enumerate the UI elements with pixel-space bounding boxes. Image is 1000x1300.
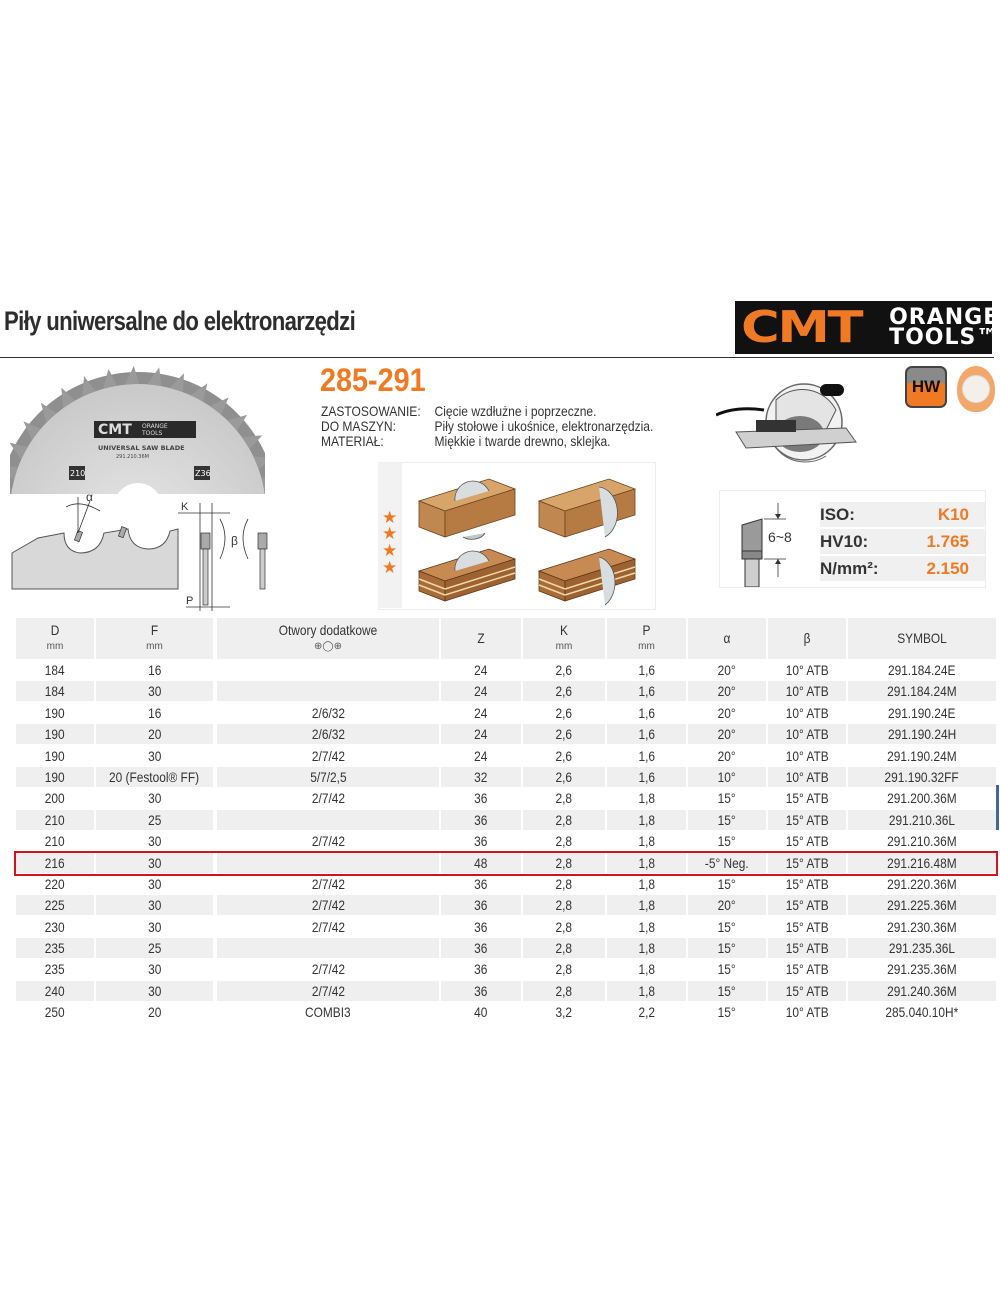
table-cell: 2/6/32	[311, 704, 345, 721]
column-header-5: P mm	[607, 618, 686, 659]
table-cell: 291.225.36M	[848, 895, 996, 915]
table-cell: 1,8	[638, 875, 655, 892]
table-cell: 30	[147, 790, 162, 807]
table-cell	[217, 810, 439, 830]
table-cell: 235	[16, 938, 94, 958]
table-cell: 30	[147, 875, 162, 892]
table-cell: 36	[441, 938, 521, 958]
table-cell: 1,8	[607, 810, 686, 830]
column-header-3: Z	[441, 618, 521, 659]
table-cell: 10° ATB	[768, 767, 846, 787]
table-header	[16, 618, 996, 660]
spec-row-iso: ISO: K10	[820, 502, 985, 527]
column-header-4: K mm	[523, 618, 605, 659]
table-cell: 291.200.36M	[887, 790, 957, 807]
table-cell: 2/7/42	[217, 895, 439, 915]
table-cell: 2,8	[523, 981, 605, 1001]
table-cell: 20	[96, 724, 213, 744]
table-cell: 15° ATB	[785, 875, 829, 892]
table-cell: 15°	[717, 833, 736, 850]
table-cell: 1,8	[607, 853, 686, 873]
table-cell: 2,6	[555, 704, 573, 721]
table-cell: 2,8	[555, 790, 573, 807]
table-row	[16, 724, 996, 745]
table-cell: 220	[45, 875, 65, 892]
table-cell: 10° ATB	[785, 704, 829, 721]
table-row	[16, 938, 996, 959]
table-row	[16, 681, 996, 702]
table-cell: 2/7/42	[311, 790, 345, 807]
table-cell: 15°	[717, 790, 736, 807]
table-cell: 1,8	[607, 981, 686, 1001]
table-row	[16, 895, 996, 916]
table-cell: 1,8	[607, 938, 686, 958]
alpha-label: α	[86, 493, 93, 504]
table-cell: 15° ATB	[768, 981, 846, 1001]
table-cell: 240	[16, 981, 94, 1001]
table-cell: 2/7/42	[311, 875, 345, 892]
column-header-0: D mm	[16, 618, 94, 659]
table-cell: 210	[16, 810, 94, 830]
table-cell: 1,8	[607, 895, 686, 915]
table-cell: 15°	[688, 938, 766, 958]
table-cell: 30	[147, 918, 162, 935]
table-cell: 2/7/42	[311, 833, 345, 850]
table-cell: 24	[474, 747, 488, 764]
table-row	[16, 831, 996, 852]
table-cell: 30	[96, 981, 213, 1001]
product-table	[16, 618, 996, 1024]
table-cell: 36	[441, 895, 521, 915]
table-cell: 32	[441, 767, 521, 787]
table-cell: 24	[474, 704, 488, 721]
table-cell: 291.184.24E	[888, 662, 956, 678]
k-label: K	[181, 501, 189, 513]
table-cell: 2,6	[555, 747, 573, 764]
description-row-material: MATERIAŁ: Miękkie i twarde drewno, sklejka.	[321, 433, 611, 449]
table-row	[16, 703, 996, 724]
table-cell: 20	[147, 1004, 162, 1021]
table-cell: 36	[441, 981, 521, 1001]
table-cell: 2,8	[555, 918, 573, 935]
table-body	[16, 660, 996, 1024]
table-cell: 30	[147, 961, 162, 978]
hw-carbide-badge: HW	[905, 366, 947, 408]
table-cell: 291.235.36M	[887, 961, 957, 978]
column-header-7: β	[768, 618, 846, 659]
table-cell: 2,8	[523, 938, 605, 958]
svg-text:UNIVERSAL SAW BLADE: UNIVERSAL SAW BLADE	[98, 444, 185, 452]
table-row	[16, 788, 996, 809]
svg-text:ORANGE: ORANGE	[142, 423, 168, 430]
table-cell: 291.220.36M	[887, 875, 957, 892]
table-cell: 36	[474, 875, 488, 892]
svg-text:291.210.36M: 291.210.36M	[116, 454, 149, 460]
p-label: P	[186, 595, 194, 607]
table-cell: 291.190.24M	[887, 747, 957, 764]
cmt-orange-tools-logo	[735, 301, 1000, 354]
table-cell: 291.190.24H	[848, 724, 996, 744]
table-row	[16, 767, 996, 788]
description-row-application: ZASTOSOWANIE: Cięcie wzdłużne i poprzeczne.	[321, 403, 597, 419]
table-cell: 15°	[688, 981, 766, 1001]
table-cell: 2,6	[523, 767, 605, 787]
table-row	[16, 917, 996, 938]
table-cell: 216	[16, 853, 94, 873]
table-cell: 1,8	[638, 790, 655, 807]
table-cell: 24	[474, 662, 488, 678]
table-cell: 25	[96, 938, 213, 958]
table-row	[16, 959, 996, 980]
table-cell: 20°	[688, 724, 766, 744]
product-code: 285-291	[320, 362, 426, 398]
table-cell: 2/7/42	[311, 918, 345, 935]
header-divider	[0, 357, 994, 358]
table-cell: 20°	[717, 747, 736, 764]
table-cell: 235	[45, 961, 65, 978]
table-cell: COMBI3	[305, 1004, 351, 1021]
table-cell: 291.230.36M	[887, 918, 957, 935]
table-cell: 25	[96, 810, 213, 830]
star-icon: ★	[382, 558, 398, 577]
table-cell: 291.190.32FF	[848, 767, 996, 787]
blade-label-icon	[957, 366, 995, 412]
table-row	[16, 660, 996, 681]
table-cell: -5° Neg.	[688, 853, 766, 873]
table-cell: 15° ATB	[768, 938, 846, 958]
svg-text:TOOLS: TOOLS	[142, 430, 163, 437]
table-cell: 1,6	[607, 767, 686, 787]
table-cell: 190	[16, 724, 94, 744]
svg-text:210: 210	[70, 469, 86, 478]
table-cell: 2/7/42	[217, 981, 439, 1001]
table-cell: 250	[45, 1004, 65, 1021]
table-cell: 36	[474, 961, 488, 978]
table-cell: 184	[45, 662, 65, 678]
table-cell: 36	[474, 918, 488, 935]
table-cell: 36	[441, 810, 521, 830]
table-cell: 10° ATB	[785, 1004, 829, 1021]
spec-row-strength: N/mm²: 2.150	[820, 556, 985, 581]
table-cell: 2,8	[523, 895, 605, 915]
table-cell: 2,8	[523, 810, 605, 830]
table-cell: 2,6	[555, 662, 573, 678]
table-cell: 200	[45, 790, 65, 807]
table-cell: 210	[45, 833, 65, 850]
table-row	[16, 810, 996, 831]
table-cell: 15° ATB	[785, 918, 829, 935]
table-cell: 2/7/42	[311, 747, 345, 764]
page-title: Piły uniwersalne do elektronarzędzi	[4, 306, 356, 336]
saw-blade-image	[10, 362, 265, 494]
table-cell: 24	[441, 681, 521, 701]
table-cell: 3,2	[555, 1004, 573, 1021]
svg-text:Z36: Z36	[195, 469, 211, 478]
table-cell: 1,8	[638, 961, 655, 978]
table-cell: 291.216.48M	[848, 853, 996, 873]
table-cell: 1,6	[638, 662, 655, 678]
table-cell: 10° ATB	[785, 662, 829, 678]
beta-label: β	[231, 534, 238, 548]
table-cell: 2,8	[555, 875, 573, 892]
table-cell: 291.240.36M	[848, 981, 996, 1001]
table-cell	[217, 853, 439, 873]
table-cell: 30	[96, 895, 213, 915]
table-cell: 2/7/42	[311, 961, 345, 978]
table-row	[16, 874, 996, 895]
table-row	[16, 746, 996, 767]
page-edge-mark	[996, 785, 999, 830]
logo-brand: CMT	[741, 301, 862, 353]
table-row-highlighted	[16, 853, 996, 874]
table-cell: 48	[441, 853, 521, 873]
table-cell: 15° ATB	[768, 810, 846, 830]
table-cell: 40	[474, 1004, 488, 1021]
table-cell: 1,6	[638, 704, 655, 721]
table-cell: 10°	[688, 767, 766, 787]
table-cell: 1,8	[638, 918, 655, 935]
table-cell: 20 (Festool® FF)	[96, 767, 213, 787]
table-cell: 24	[441, 724, 521, 744]
table-cell: 15°	[717, 918, 736, 935]
table-cell: 2,8	[555, 833, 573, 850]
table-cell: 291.190.24E	[888, 704, 956, 721]
table-cell: 184	[16, 681, 94, 701]
table-cell: 190	[16, 767, 94, 787]
table-cell: 20°	[717, 662, 736, 678]
table-cell: 20°	[717, 704, 736, 721]
logo-subtitle: ORANGE TOOLS™	[889, 304, 1000, 350]
rating-stars	[378, 462, 402, 608]
table-cell: 20°	[688, 895, 766, 915]
table-cell: 10° ATB	[785, 747, 829, 764]
table-cell: 1,6	[607, 724, 686, 744]
carbide-tip-icon	[720, 491, 810, 587]
table-cell: 1,6	[607, 681, 686, 701]
table-cell: 20°	[688, 681, 766, 701]
table-cell: 5/7/2,5	[217, 767, 439, 787]
description-row-machines: DO MASZYN: Piły stołowe i ukośnice, elektronarzędzia.	[321, 418, 654, 434]
spec-table	[820, 502, 985, 583]
table-cell: 230	[45, 918, 65, 935]
star-icon: ★	[382, 541, 398, 560]
table-cell: 15°	[717, 1004, 736, 1021]
table-cell: 36	[474, 833, 488, 850]
table-cell: 30	[96, 853, 213, 873]
table-cell: 285.040.10H*	[885, 1004, 959, 1021]
table-cell: 225	[16, 895, 94, 915]
spec-row-hv10: HV10: 1.765	[820, 529, 985, 554]
table-cell	[217, 681, 439, 701]
table-cell: 2,8	[523, 853, 605, 873]
star-icon: ★	[382, 508, 398, 527]
column-header-6: α	[688, 618, 766, 659]
table-cell: 2,2	[638, 1004, 655, 1021]
table-cell: 10° ATB	[768, 681, 846, 701]
cutting-applications-image	[378, 462, 656, 610]
table-cell: 30	[96, 681, 213, 701]
product-description	[321, 404, 653, 449]
tip-dimension: 6~8	[768, 529, 792, 545]
column-header-1: F mm	[96, 618, 213, 659]
table-cell: 1,6	[638, 747, 655, 764]
table-cell: 15° ATB	[785, 833, 829, 850]
table-cell: 15°	[717, 961, 736, 978]
circular-saw-image	[716, 370, 866, 475]
table-cell: 291.184.24M	[848, 681, 996, 701]
table-cell: 16	[147, 662, 162, 678]
star-icon: ★	[382, 524, 398, 543]
carbide-spec-panel	[719, 490, 986, 588]
table-cell: 15°	[688, 810, 766, 830]
table-cell: 30	[147, 747, 162, 764]
column-header-8: SYMBOL	[848, 618, 996, 659]
table-cell: 10° ATB	[768, 724, 846, 744]
table-cell: 15° ATB	[768, 895, 846, 915]
table-cell: 190	[45, 747, 65, 764]
table-cell: 36	[474, 790, 488, 807]
tooth-geometry-diagram	[8, 493, 270, 611]
table-cell: 291.210.36L	[848, 810, 996, 830]
table-row	[16, 981, 996, 1002]
table-cell	[217, 660, 439, 680]
column-header-2: Otwory dodatkowe ⊕◯⊕	[217, 618, 439, 659]
table-cell: 16	[147, 704, 162, 721]
table-cell: 1,8	[638, 833, 655, 850]
table-cell: 291.210.36M	[887, 833, 957, 850]
table-cell: 15° ATB	[785, 790, 829, 807]
table-cell: 30	[147, 833, 162, 850]
table-cell: 15°	[717, 875, 736, 892]
table-cell: 2,8	[555, 961, 573, 978]
svg-text:CMT: CMT	[98, 422, 132, 438]
table-cell: 15° ATB	[785, 961, 829, 978]
table-row	[16, 1002, 996, 1023]
table-cell: 190	[45, 704, 65, 721]
table-cell	[217, 938, 439, 958]
table-cell: 2/6/32	[217, 724, 439, 744]
table-cell: 2,6	[523, 681, 605, 701]
table-cell: 291.235.36L	[848, 938, 996, 958]
table-cell: 2,6	[523, 724, 605, 744]
table-cell: 15° ATB	[768, 853, 846, 873]
